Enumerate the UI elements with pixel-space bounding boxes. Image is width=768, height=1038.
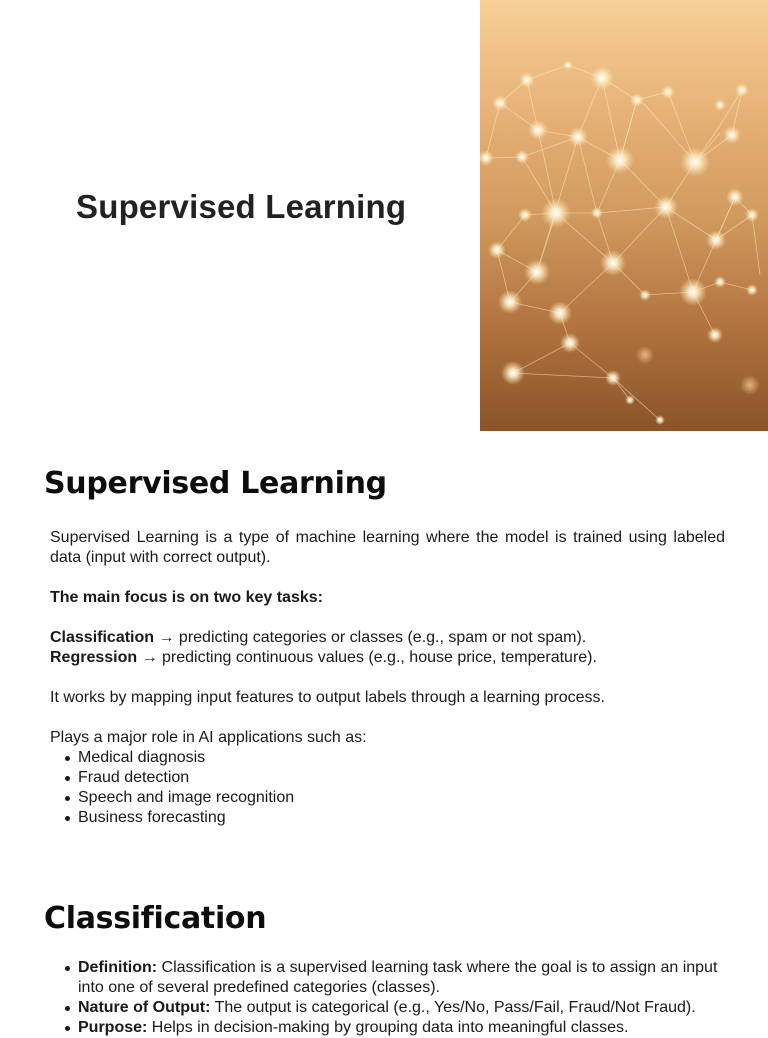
- classification-heading: Classification: [44, 901, 267, 936]
- task-description: predicting continuous values (e.g., house price, temperature).: [162, 649, 597, 666]
- task-classification: [50, 628, 725, 648]
- task-term: Classification: [50, 629, 155, 646]
- item-description: The output is categorical (e.g., Yes/No, Pass/Fail, Fraud/Not Fraud).: [210, 999, 696, 1016]
- list-item: Speech and image recognition: [78, 788, 725, 808]
- task-term: Regression: [50, 649, 138, 666]
- mapping-paragraph: It works by mapping input features to output labels through a learning process.: [50, 689, 605, 706]
- cover-title: Supervised Learning: [76, 188, 407, 225]
- item-term: Definition:: [78, 959, 158, 976]
- arrow-icon: →: [137, 649, 163, 666]
- item-term: Nature of Output:: [78, 999, 211, 1016]
- list-item: [78, 998, 740, 1018]
- classification-body: [50, 958, 740, 1038]
- item-description: Classification is a supervised learning task where the goal is to assign an input into one of several predefined categories (classes).: [78, 959, 718, 996]
- list-item: [78, 958, 740, 998]
- task-description: predicting categories or classes (e.g., spam or not spam).: [178, 629, 587, 646]
- focus-line: [50, 588, 725, 608]
- item-description: Helps in decision-making by grouping data into meaningful classes.: [147, 1019, 629, 1036]
- list-item: Medical diagnosis: [78, 748, 725, 768]
- applications-list: [50, 748, 725, 828]
- section-heading: Supervised Learning: [44, 466, 387, 501]
- neural-network-image: [480, 0, 768, 431]
- classification-list: [50, 958, 740, 1038]
- network-graphic: [480, 0, 768, 431]
- applications-intro: Plays a major role in AI applications such as:: [50, 729, 367, 746]
- list-item: Fraud detection: [78, 768, 725, 788]
- list-item: [78, 1018, 740, 1038]
- arrow-icon: →: [154, 629, 179, 646]
- list-item: Business forecasting: [78, 808, 725, 828]
- focus-text: The main focus is on two key tasks:: [50, 589, 323, 606]
- tasks-block: [50, 628, 725, 668]
- section-body: [50, 528, 725, 828]
- cover-slide: [0, 0, 768, 431]
- intro-paragraph: Supervised Learning is a type of machine learning where the model is trained using labeled data (input with correct output).: [50, 529, 725, 566]
- item-term: Purpose:: [78, 1019, 148, 1036]
- task-regression: [50, 648, 725, 668]
